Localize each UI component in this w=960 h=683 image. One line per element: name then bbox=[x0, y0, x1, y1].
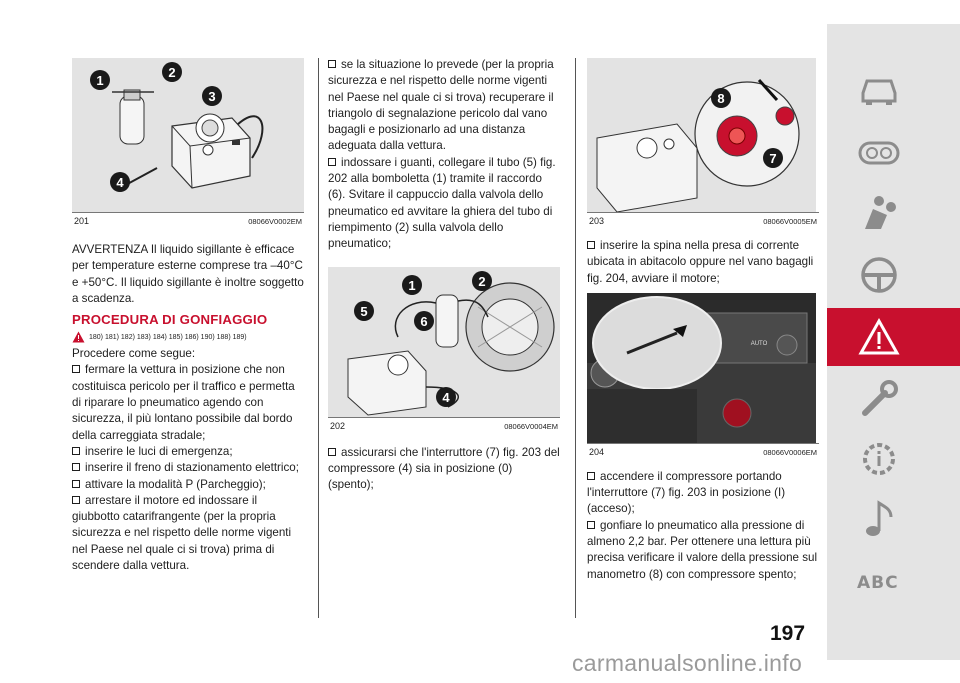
callout-2: 2 bbox=[478, 273, 486, 289]
callout-8: 8 bbox=[717, 91, 725, 106]
figure-202-caption bbox=[328, 417, 560, 431]
figure-201-caption bbox=[72, 212, 304, 226]
figure-code: 08066V0002EM bbox=[248, 217, 302, 226]
callout-1: 1 bbox=[96, 73, 104, 88]
warning-references bbox=[72, 331, 304, 343]
intro-text: Procedere come segue: bbox=[72, 347, 196, 361]
dashboard-icon bbox=[857, 133, 901, 173]
figure-number: 204 bbox=[589, 446, 605, 457]
sidebar-item-driving[interactable] bbox=[827, 246, 960, 304]
list-item: inserire il freno di stazionamento elettrico; bbox=[72, 460, 304, 476]
bullet-list-1 bbox=[72, 362, 304, 574]
sidebar-item-dashboard[interactable] bbox=[827, 124, 960, 182]
checkbox-icon bbox=[72, 447, 80, 455]
checkbox-icon bbox=[587, 472, 595, 480]
figure-code: 08066V0004EM bbox=[504, 421, 558, 431]
list-item: fermare la vettura in posizione che non costituisca pericolo per il traffico e permetta di riparare lo pneumatico agendo con sicurezza, il più lontano possibile dal bordo della carreggiata stradale; bbox=[72, 363, 295, 442]
warning-refs-text: 180) 181) 182) 183) 184) 185) 186) 190) 188) 189) bbox=[89, 333, 247, 341]
callout-1: 1 bbox=[408, 277, 416, 293]
checkbox-icon bbox=[587, 521, 595, 529]
list-item: inserire la spina nella presa di corrente ubicata in abitacolo oppure nel vano bagagli fig. 204, avviare il motore; bbox=[587, 239, 814, 285]
callout-4: 4 bbox=[116, 175, 124, 190]
compressor-kit-illustration bbox=[72, 58, 304, 212]
list-item: indossare i guanti, collegare il tubo (5) fig. 202 alla bomboletta (1) tramite il raccordo (6). Svitare il cappuccio dalla valvola dello pneumatico ed avvitare la ghiera del tubo di riempimento (2) sulla valvola dello pneumatico; bbox=[328, 155, 556, 251]
checkbox-icon bbox=[587, 241, 595, 249]
sidebar-item-multimedia[interactable] bbox=[827, 490, 960, 548]
figure-number: 202 bbox=[330, 420, 346, 431]
figure-number: 203 bbox=[589, 216, 605, 226]
figure-201 bbox=[72, 58, 304, 212]
figure-202 bbox=[328, 267, 560, 417]
callout-7: 7 bbox=[769, 151, 777, 166]
column-2 bbox=[328, 57, 560, 493]
figure-203-caption bbox=[587, 212, 819, 226]
page-number: 197 bbox=[770, 622, 806, 645]
checkbox-icon bbox=[328, 448, 336, 456]
column-divider-right bbox=[575, 58, 576, 618]
checkbox-icon bbox=[72, 365, 80, 373]
car-icon bbox=[857, 69, 901, 109]
bullet-list-2a bbox=[328, 57, 560, 253]
compressor-tyre-illustration bbox=[328, 267, 560, 417]
wrench-icon bbox=[857, 379, 901, 419]
section-title: PROCEDURA DI GONFIAGGIO bbox=[72, 312, 268, 328]
bullet-list-3b bbox=[587, 469, 819, 583]
sidebar-item-index[interactable] bbox=[827, 554, 960, 612]
car-interior-socket-photo bbox=[587, 293, 816, 443]
figure-code: 08066V0006EM bbox=[763, 447, 817, 457]
list-item: inserire le luci di emergenza; bbox=[72, 444, 304, 460]
bullet-list-3a bbox=[587, 238, 819, 287]
list-item: arrestare il motore ed indossare il giubbotto catarifrangente (per la propria sicurezza e nel rispetto delle norme vigenti nel Paese nel quale ci si trova) prima di scendere dalla vettura. bbox=[72, 493, 292, 573]
steering-wheel-icon bbox=[857, 255, 901, 295]
figure-number: 201 bbox=[74, 216, 90, 226]
column-divider-left bbox=[318, 58, 319, 618]
gear-info-icon bbox=[857, 439, 901, 479]
warning-paragraph: AVVERTENZA Il liquido sigillante è efficace per temperature esterne comprese tra –40°C e +50°C. Il liquido sigillante è inoltre soggetto a scadenza. bbox=[72, 243, 304, 305]
list-item: attivare la modalità P (Parcheggio); bbox=[72, 477, 304, 493]
chapter-sidebar bbox=[827, 24, 960, 660]
list-item: accendere il compressore portando l'interruttore (7) fig. 203 in posizione (I) (acceso); bbox=[587, 469, 786, 516]
checkbox-icon bbox=[72, 480, 80, 488]
callout-4: 4 bbox=[442, 389, 450, 405]
checkbox-icon bbox=[72, 496, 80, 504]
bullet-list-2b bbox=[328, 445, 560, 494]
sidebar-item-safety[interactable] bbox=[827, 184, 960, 242]
callout-2: 2 bbox=[168, 65, 176, 80]
list-item: se la situazione lo prevede (per la propria sicurezza e nel rispetto delle norme vigenti nel Paese nel quale ci si trova) recuperare il triangolo di segnalazione pericolo dal vano bagagli e posizionarlo ad una distanza adeguata dalla vettura. bbox=[328, 58, 554, 153]
watermark: carmanualsonline.info bbox=[572, 650, 803, 676]
airbag-seat-icon bbox=[857, 193, 901, 233]
compressor-switch-illustration bbox=[587, 58, 816, 212]
checkbox-icon bbox=[328, 158, 336, 166]
sidebar-item-car[interactable] bbox=[827, 60, 960, 118]
abc-label: ABC bbox=[857, 573, 899, 593]
music-note-icon bbox=[857, 499, 901, 539]
sidebar-item-maintenance[interactable] bbox=[827, 370, 960, 428]
column-3 bbox=[587, 0, 819, 583]
warning-triangle-icon bbox=[72, 331, 85, 343]
figure-203 bbox=[587, 58, 816, 212]
column-1 bbox=[72, 0, 304, 574]
sidebar-item-emergency[interactable] bbox=[827, 308, 960, 366]
list-item: assicurarsi che l'interruttore (7) fig. 203 del compressore (4) sia in posizione (0) (spento); bbox=[328, 445, 560, 492]
callout-3: 3 bbox=[208, 89, 216, 104]
list-item: gonfiare lo pneumatico alla pressione di almeno 2,2 bar. Per ottenere una lettura più precisa verificare il valore della pressione sul manometro (8) con compressore spento; bbox=[587, 518, 818, 581]
panel-label: AUTO bbox=[750, 340, 768, 347]
figure-204 bbox=[587, 293, 816, 443]
figure-code: 08066V0005EM bbox=[763, 217, 817, 226]
checkbox-icon bbox=[72, 463, 80, 471]
checkbox-icon bbox=[328, 60, 336, 68]
callout-5: 5 bbox=[360, 303, 368, 319]
figure-204-caption bbox=[587, 443, 819, 457]
sidebar-item-technical-data[interactable] bbox=[827, 430, 960, 488]
warning-triangle-icon bbox=[857, 317, 901, 357]
callout-6: 6 bbox=[420, 313, 428, 329]
